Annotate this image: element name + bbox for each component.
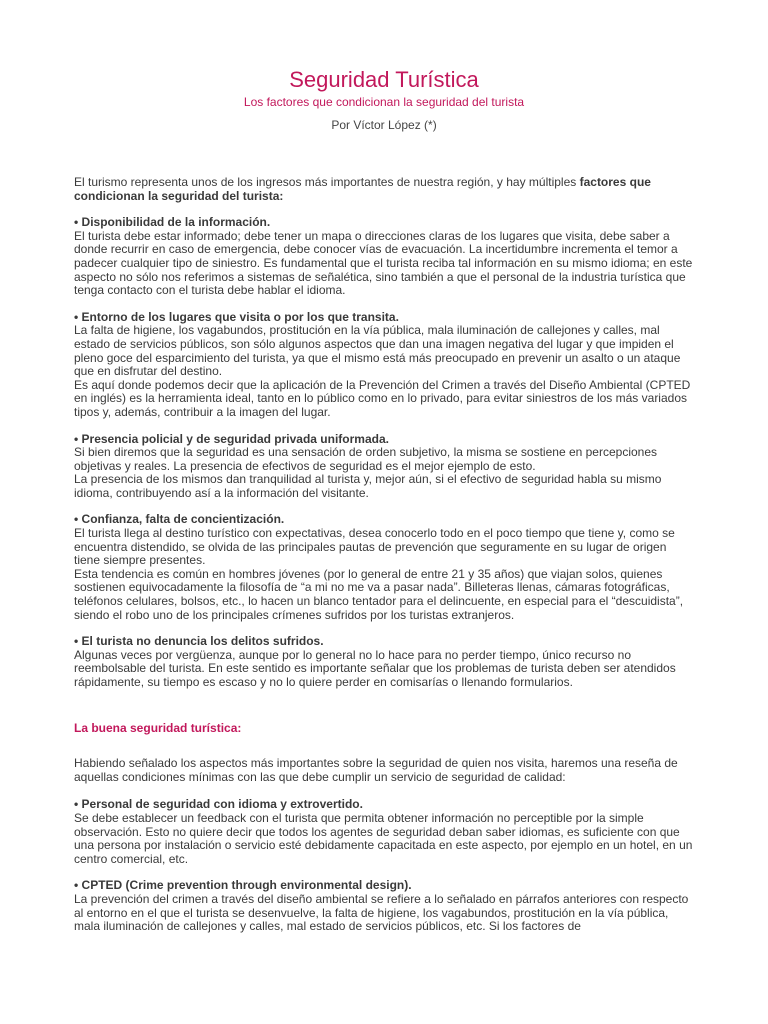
section-title: • Presencia policial y de seguridad privada uniformada.	[74, 431, 389, 446]
page-subtitle: Los factores que condicionan la seguridad del turista	[243, 95, 525, 109]
section-paragraph: Se debe establecer un feedback con el turista que permita obtener información no perceptible por la simple observación. Esto no quiere decir que todos los agentes de seguridad deban saber idiomas, es suficiente con que una persona por instalación o servicio esté debidamente capacitada en este aspecto, por ejemplo en un hotel, en un centro comercial, etc.	[74, 810, 693, 866]
section-paragraph: El turista llega al destino turístico con expectativas, desea conocerlo todo en el poco tiempo que tiene y, como se encuentra distendido, se olvida de las principales pautas de prevención que seguramente en su lugar de origen tiene siempre presentes.	[74, 526, 675, 568]
section-paragraph: La presencia de los mismos dan tranquilidad al turista y, mejor aún, si el efectivo de seguridad habla su mismo idioma, contribuyendo así a la información del visitante.	[74, 472, 662, 500]
section-item	[74, 635, 694, 689]
section-paragraph: Esta tendencia es común en hombres jóvenes (por lo general de entre 21 y 35 años) que viajan solos, quienes sostienen equivocadamente la filosofía de “a mi no me va a pasar nada”. Billeteras llenas, cámaras fotográficas, teléfonos celulares, bolsos, etc., lo hacen un blanco tentador para el delincuente, en especial para el “descuidista”, siendo el robo uno de los principales crímenes sufridos por los turistas extranjeros.	[74, 566, 684, 622]
section-heading-good-security: La buena seguridad turística:	[74, 720, 242, 735]
section-title: • Confianza, falta de concientización.	[74, 512, 285, 527]
section-paragraph: El turista debe estar informado; debe tener un mapa o direcciones claras de los lugares que visita, debe saber a donde recurrir en caso de emergencia, debe conocer vías de evacuación. La incertidumbre incrementa el temor a padecer cualquier tipo de siniestro. Es fundamental que el turista reciba tal información en su mismo idioma; en este aspecto no sólo nos referimos a sistemas de señalética, sino también a que el personal de la industria turística que tenga contacto con el turista debe hablar el idioma.	[74, 228, 693, 298]
document-body	[74, 176, 694, 947]
section-paragraph: Algunas veces por vergüenza, aunque por lo general no lo hace para no perder tiempo, único recurso no reembolsable del turista. En este sentido es importante señalar que los problemas de turista deben ser atendidos rápidamente, su tiempo es escaso y no lo quiere perder en comisarías o llenando formularios.	[74, 647, 676, 689]
intro2-paragraph: Habiendo señalado los aspectos más importantes sobre la seguridad de quien nos visita, haremos una reseña de aquellas condiciones mínimas con las que debe cumplir un servicio de seguridad de calidad:	[74, 756, 678, 784]
section-title: • Entorno de los lugares que visita o por los que transita.	[74, 309, 399, 324]
section-item	[74, 798, 694, 866]
intro-paragraph	[74, 176, 694, 203]
section-paragraph: Es aquí donde podemos decir que la aplicación de la Prevención del Crimen a través del Diseño Ambiental (CPTED en inglés) es la herramienta ideal, tanto en lo público como en lo privado, para evitar siniestros de los más variados tipos y, además, contribuir a la imagen del lugar.	[74, 377, 691, 419]
section-item	[74, 311, 694, 420]
section-paragraph: La falta de higiene, los vagabundos, prostitución en la vía pública, mala iluminación de callejones y calles, mal estado de servicios públicos, son sólo algunos aspectos que dan una imagen negativa del lugar y que impiden el pleno goce del esparcimiento del turista, ya que el mismo está más preocupado en prevenir un asalto o un ataque que en disfrutar del destino.	[74, 323, 681, 379]
section-item	[74, 879, 694, 933]
section-item	[74, 513, 694, 622]
section-paragraph: La prevención del crimen a través del diseño ambiental se refiere a lo señalado en párrafos anteriores con respecto al entorno en el que el turista se desenvuelve, la falta de higiene, los vagabundos, prostitución en la vía pública, mala iluminación de callejones y calles, mal estado de servicios públicos, etc. Si los factores de	[74, 891, 689, 934]
section-title: • Personal de seguridad con idioma y extrovertido.	[74, 797, 363, 812]
section-title: • El turista no denuncia los delitos sufridos.	[74, 634, 324, 649]
section-item	[74, 433, 694, 501]
section-paragraph: Si bien diremos que la seguridad es una sensación de orden subjetivo, la misma se sostiene en percepciones objetivas y reales. La presencia de efectivos de seguridad es el mejor ejemplo de esto.	[74, 445, 658, 473]
author-byline: Por Víctor López (*)	[331, 118, 437, 132]
page-title: Seguridad Turística	[289, 67, 479, 92]
intro-bold-text: factores que condicionan la seguridad del turista:	[74, 175, 651, 203]
document-header	[0, 0, 768, 133]
section-title: • CPTED (Crime prevention through environmental design).	[74, 878, 412, 893]
section-title: • Disponibilidad de la información.	[74, 215, 271, 230]
intro-text: El turismo representa unos de los ingresos más importantes de nuestra región, y hay múltiples	[74, 175, 580, 189]
section-item	[74, 216, 694, 298]
